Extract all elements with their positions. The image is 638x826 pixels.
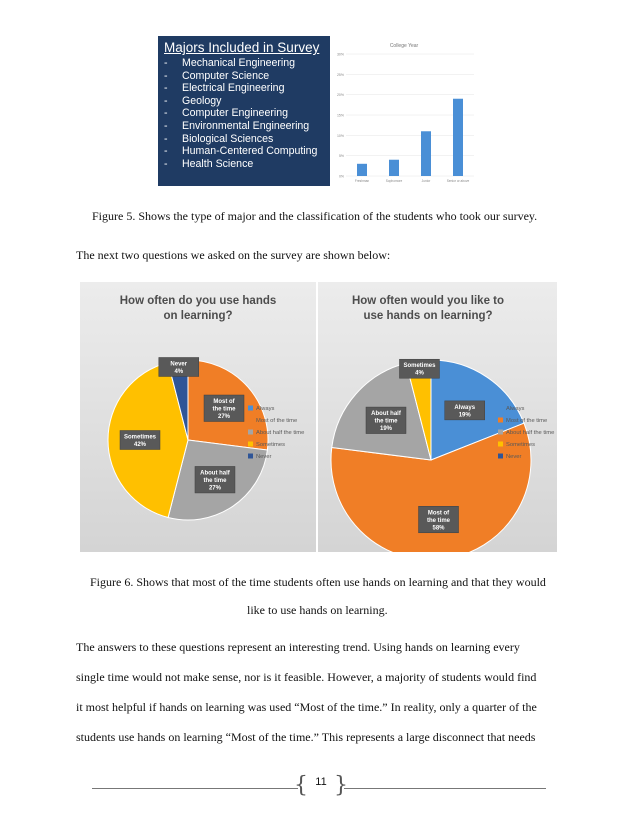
legend-label: Always: [506, 406, 525, 412]
pie-title-line2: on learning?: [163, 310, 233, 322]
bar: [453, 99, 463, 176]
legend-swatch: [248, 418, 253, 423]
list-item: - Geology: [164, 94, 222, 107]
legend-swatch: [248, 430, 253, 435]
x-tick-label: Freshman: [354, 179, 370, 183]
bar: [389, 160, 399, 176]
x-tick-label: Sophomore: [385, 179, 403, 183]
y-tick-label: 30%: [336, 52, 344, 57]
data-label: 4%: [415, 370, 424, 377]
majors-title: Majors Included in Survey: [164, 40, 320, 55]
data-label: the time: [203, 477, 227, 484]
data-label: 58%: [432, 525, 445, 532]
x-tick-label: Senior or above: [446, 179, 470, 183]
pie-title-line1: How often do you use hands: [119, 295, 277, 307]
footer-rule-left: [92, 788, 298, 789]
data-label: 4%: [174, 368, 184, 375]
y-tick-label: 20%: [336, 93, 344, 98]
list-item: - Human-Centered Computing: [164, 145, 318, 158]
body-line-2: single time would not make sense, nor is it feasible. However, a majority of students would find: [76, 670, 537, 684]
y-tick-label: 10%: [336, 133, 344, 138]
legend-swatch: [248, 406, 253, 411]
legend-swatch: [248, 454, 253, 459]
list-item: - Computer Science: [164, 69, 270, 82]
page-number: 11: [315, 776, 327, 788]
data-label: 27%: [208, 485, 221, 492]
list-item: - Health Science: [164, 157, 254, 170]
legend-swatch: [498, 418, 503, 423]
data-label: Sometimes: [123, 434, 157, 441]
data-label: the time: [427, 517, 451, 524]
data-label: Always: [454, 404, 476, 411]
data-label: About half: [371, 411, 401, 418]
figure-6-caption-line2: like to use hands on learning.: [247, 603, 388, 617]
chart-title: College Year: [389, 43, 419, 49]
pie-charts: [80, 282, 557, 552]
bar: [421, 131, 431, 176]
legend-label: Never: [256, 454, 272, 460]
list-item: - Electrical Engineering: [164, 82, 285, 95]
majors-box: [158, 36, 330, 186]
list-item: - Computer Engineering: [164, 107, 288, 120]
figure-6-caption-line1: Figure 6. Shows that most of the time students often use hands on learning and that they would: [90, 575, 546, 589]
data-label: the time: [374, 418, 398, 425]
data-label: About half: [200, 470, 230, 477]
legend-label: About half the time: [506, 430, 555, 436]
data-label: 42%: [133, 442, 147, 448]
body-line-3: it most helpful if hands on learning was used “Most of the time.” In reality, only a quarter of the: [76, 700, 537, 714]
list-item: - Biological Sciences: [164, 132, 274, 145]
legend-swatch: [498, 442, 503, 447]
majors-list: [164, 57, 326, 170]
data-label: 19%: [379, 426, 393, 433]
right-brace-icon: }: [334, 773, 348, 798]
legend-label: Never: [506, 454, 522, 460]
body-line-1: The answers to these questions represent an interesting trend. Using hands on learning every: [76, 640, 520, 654]
legend-label: Sometimes: [506, 442, 535, 448]
y-tick-label: 5%: [338, 154, 344, 159]
college-year-chart: [330, 36, 478, 186]
bar: [357, 164, 367, 176]
left-brace-icon: {: [294, 773, 308, 798]
y-tick-label: 15%: [336, 113, 344, 118]
list-item: - Environmental Engineering: [164, 119, 310, 132]
data-label: Never: [170, 361, 188, 368]
legend-label: Most of the time: [256, 418, 298, 424]
pie-title-line2: use hands on learning?: [363, 310, 493, 322]
legend-label: Sometimes: [256, 442, 285, 448]
list-item: - Mechanical Engineering: [164, 57, 296, 69]
figure-5-caption: Figure 5. Shows the type of major and the classification of the students who took our survey.: [92, 209, 538, 223]
pie-panel-2: [318, 282, 557, 552]
legend-label: About half the time: [256, 430, 305, 436]
legend-label: Most of the time: [506, 418, 548, 424]
data-label: Most of: [427, 510, 450, 517]
data-label: Most of: [213, 399, 235, 406]
legend-swatch: [498, 406, 503, 411]
legend-swatch: [498, 430, 503, 435]
footer-rule-right: [344, 788, 546, 789]
body-line-4: students use hands on learning “Most of the time.” This represents a large disconnect that needs: [76, 730, 536, 744]
data-label: the time: [212, 406, 236, 413]
y-tick-label: 25%: [336, 72, 344, 77]
x-tick-label: Junior: [421, 179, 431, 183]
data-label: 19%: [458, 412, 471, 419]
pie-panel-1: [80, 282, 316, 552]
legend-swatch: [248, 442, 253, 447]
pie-title-line1: How often would you like to: [351, 295, 505, 307]
data-label: Sometimes: [403, 363, 436, 370]
data-label: 27%: [217, 414, 231, 421]
intro-text: The next two questions we asked on the survey are shown below:: [76, 248, 391, 262]
legend-swatch: [498, 454, 503, 459]
legend-label: Always: [256, 406, 275, 412]
y-tick-label: 0%: [338, 174, 344, 179]
